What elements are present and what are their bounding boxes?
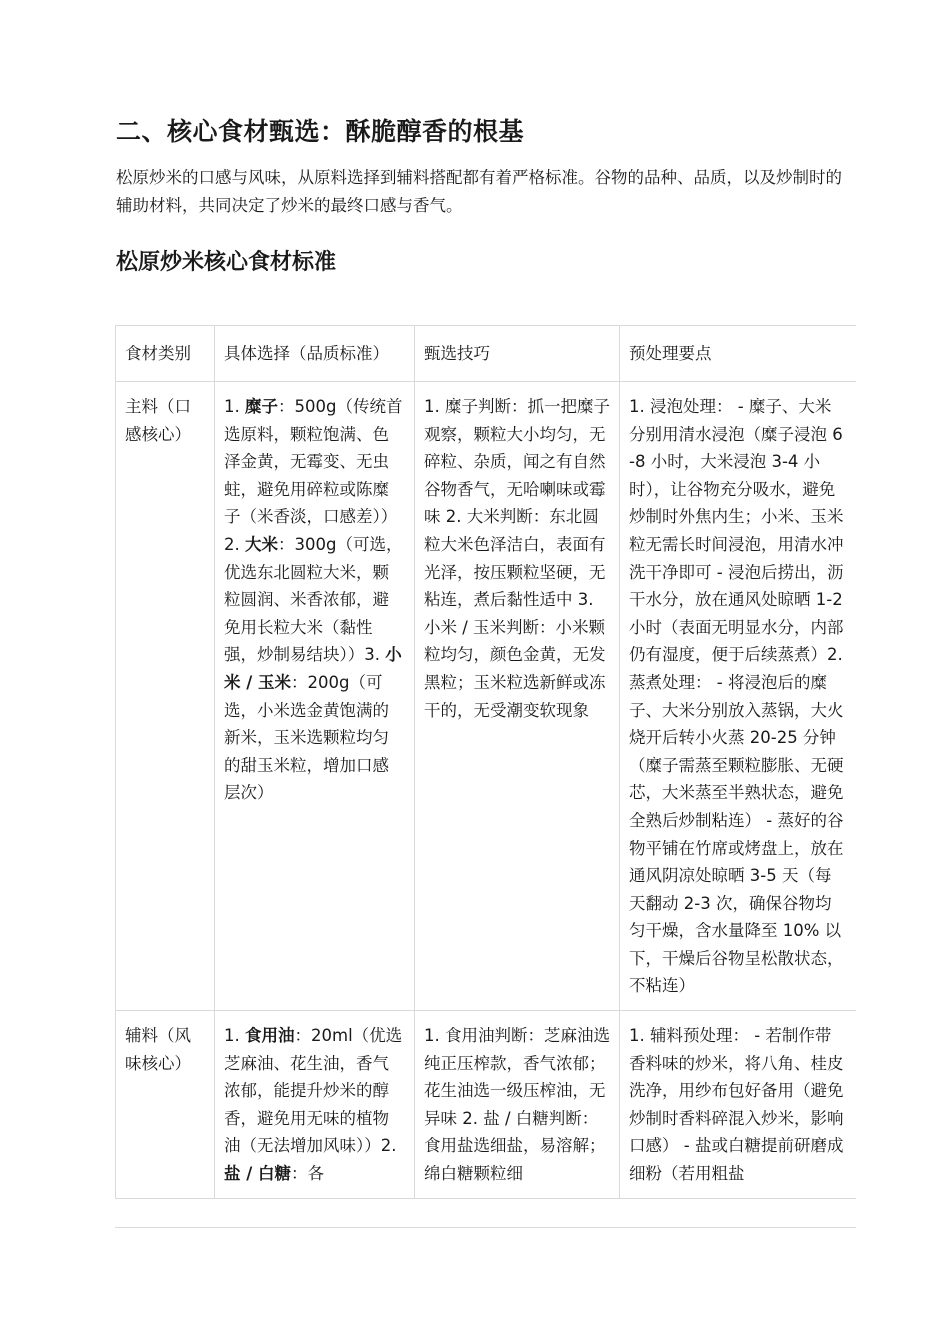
category-cell: 辅料（风味核心）: [116, 1011, 215, 1199]
header-cell-category: 食材类别: [116, 326, 215, 382]
section-heading: 二、核心食材甄选：酥脆醇香的根基: [116, 117, 525, 146]
table-title: 松原炒米核心食材标准: [116, 250, 337, 275]
ingredients-table-wrapper: [115, 325, 856, 1228]
prep-cell: 1. 辅料预处理： - 若制作带香料味的炒米，将八角、桂皮洗净，用纱布包好备用（避免炒制时香料碎混入炒米，影响口感） - 盐或白糖提前研磨成细粉（若用粗盐: [620, 1011, 857, 1199]
selection-text: ：各: [291, 1164, 325, 1184]
intro-paragraph: 松原炒米的口感与风味，从原料选择到辅料搭配都有着严格标准。谷物的品种、品质，以及炒制时的辅助材料，共同决定了炒米的最终口感与香气。: [116, 168, 842, 215]
category-cell: 主料（口感核心）: [116, 382, 215, 1011]
table-row: [116, 1011, 857, 1199]
ingredient-name: 小米 / 玉米: [224, 645, 402, 692]
ingredient-name: 食用油: [245, 1026, 295, 1046]
tips-cell: 1. 糜子判断：抓一把糜子观察，颗粒大小均匀，无碎粒、杂质，闻之有自然谷物香气，无哈喇味或霉味 2. 大米判断：东北圆粒大米色泽洁白，表面有光泽，按压颗粒坚硬，无粘连，煮后黏性适中 3. 小米 / 玉米判断：小米颗粒均匀，颜色金黄，无发黑粒；玉米粒选新鲜或冻干的，无受潮变软现象: [415, 382, 620, 1011]
ingredient-name: 大米: [245, 534, 278, 554]
selection-text: ：500g（传统首选原料，颗粒饱满、色泽金黄，无霉变、无虫蛀，避免用碎粒或陈糜子（米香淡，口感差））2.: [224, 397, 403, 554]
selection-text: ：20ml（优选芝麻油、花生油，香气浓郁，能提升炒米的醇香，避免用无味的植物油（无法增加风味））2.: [224, 1026, 403, 1156]
table-row: [116, 382, 857, 1011]
selection-cell: [215, 1011, 415, 1199]
ingredient-name: 糜子: [245, 397, 278, 416]
prep-cell: 1. 浸泡处理： - 糜子、大米分别用清水浸泡（糜子浸泡 6-8 小时，大米浸泡 3-4 小时），让谷物充分吸水，避免炒制时外焦内生；小米、玉米粒无需长时间浸泡，用清水冲洗干净即可 - 浸泡后捞出，沥干水分，放在通风处晾晒 1-2 小时（表面无明显水分，内部仍有湿度，便于后续蒸煮）2. 蒸煮处理： - 将浸泡后的糜子、大米分别放入蒸锅，大火烧开后转小火蒸 20-25 分钟（糜子需蒸至颗粒膨胀、无硬芯，大米蒸至半熟状态，避免全熟后炒制粘连） - 蒸好的谷物平铺在竹席或烤盘上，放在通风阴凉处晾晒 3-5 天（每天翻动 2-3 次，确保谷物均匀干燥，含水量降至 10% 以下，干燥后谷物呈松散状态，不粘连）: [620, 382, 857, 1011]
selection-text: ：300g（可选，优选东北圆粒大米，颗粒圆润、米香浓郁，避免用长粒大米（黏性强，炒制易结块））3.: [224, 534, 403, 665]
selection-cell: [215, 382, 415, 1011]
ingredients-table: [115, 325, 856, 1199]
ingredient-name: 盐 / 白糖: [224, 1164, 292, 1184]
selection-text: 1.: [224, 397, 245, 416]
header-cell-selection: 具体选择（品质标准）: [215, 326, 415, 382]
selection-text: 1.: [224, 1026, 245, 1046]
tips-cell: 1. 食用油判断：芝麻油选纯正压榨款，香气浓郁；花生油选一级压榨油，无异味 2. 盐 / 白糖判断：食用盐选细盐，易溶解；绵白糖颗粒细: [415, 1011, 620, 1199]
header-cell-tips: 甄选技巧: [415, 326, 620, 382]
table-header-row: [116, 326, 857, 382]
header-cell-prep: 预处理要点: [620, 326, 857, 382]
selection-text: ：200g（可选，小米选金黄饱满的新米，玉米选颗粒均匀的甜玉米粒，增加口感层次）: [224, 672, 389, 803]
